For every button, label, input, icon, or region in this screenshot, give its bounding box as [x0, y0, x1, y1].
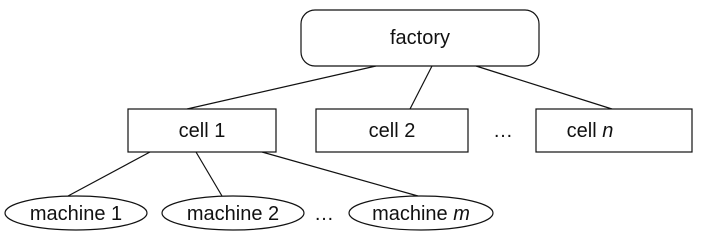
machines-ellipsis: …: [314, 203, 334, 225]
edge-cell-1-machine-m: [262, 152, 418, 196]
machine-node-m-label: machine m: [372, 203, 470, 225]
cell-node-2: [316, 109, 468, 152]
machine-node-1: [5, 196, 147, 230]
cell-node-n-box: [536, 109, 692, 152]
machine-node-1-label: machine 1: [29, 203, 123, 225]
machine-node-m: [349, 196, 493, 230]
cell-node-n: [536, 109, 692, 152]
machine-node-2: [162, 196, 304, 230]
factory-node-label: factory: [389, 27, 451, 49]
factory-node: [301, 10, 539, 66]
cell-node-2-label: cell 2: [368, 120, 416, 142]
edge-factory-cell-n: [476, 66, 612, 109]
edge-factory-cell-2: [410, 66, 432, 109]
cell-node-1-label: cell 1: [178, 120, 226, 142]
machine-node-2-label: machine 2: [186, 203, 280, 225]
edge-cell-1-machine-1: [68, 152, 150, 196]
cells-ellipsis: …: [493, 120, 513, 142]
cell-node-n-label: cell n: [566, 120, 614, 142]
edge-cell-1-machine-2: [196, 152, 222, 196]
edge-factory-cell-1: [187, 66, 376, 109]
cell-node-1: [128, 109, 276, 152]
